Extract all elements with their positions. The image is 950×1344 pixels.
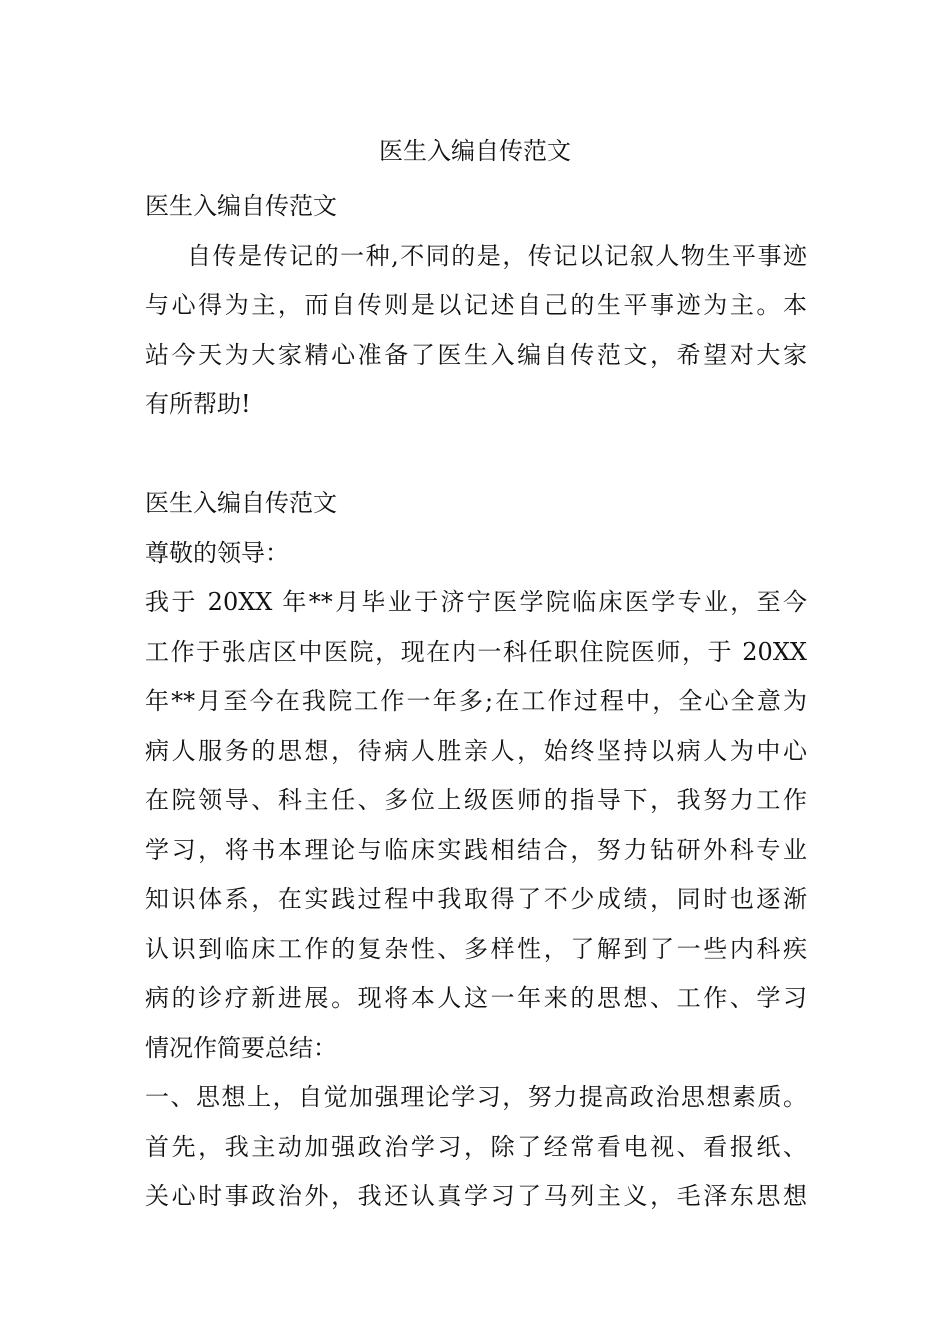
section-heading: 医生入编自传范文 — [145, 489, 337, 517]
paragraph-line: 认识到临床工作的复杂性、多样性，了解到了一些内科疾 — [145, 934, 807, 963]
paragraph-line: 在院领导、科主任、多位上级医师的指导下，我努力工作 — [145, 786, 807, 814]
paragraph-line: 情况作简要总结： — [145, 1033, 337, 1062]
paragraph-line: 有所帮助! — [145, 390, 251, 418]
section-heading: 医生入编自传范文 — [145, 192, 337, 220]
paragraph-line: 知识体系，在实践过程中我取得了不少成绩，同时也逐渐 — [145, 885, 807, 913]
paragraph-line: 工作于张店区中医院，现在内一科任职住院医师，于 20XX — [145, 637, 807, 666]
paragraph-line: 病人服务的思想，待病人胜亲人，始终坚持以病人为中心 — [145, 736, 807, 765]
paragraph-line: 与心得为主，而自传则是以记述自己的生平事迹为主。本 — [145, 291, 807, 319]
blank-line — [145, 430, 807, 480]
document-title: 医生入编自传范文 — [379, 137, 571, 165]
salutation: 尊敬的领导： — [145, 538, 289, 567]
document-body — [145, 182, 807, 1222]
paragraph-line: 关心时事政治外，我还认真学习了马列主义，毛泽东思想 — [145, 1182, 807, 1210]
paragraph-line: 学习，将书本理论与临床实践相结合，努力钻研外科专业 — [145, 835, 807, 864]
paragraph-line: 站今天为大家精心准备了医生入编自传范文，希望对大家 — [145, 340, 807, 369]
paragraph-line: 年**月至今在我院工作一年多;在工作过程中，全心全意为 — [145, 687, 807, 715]
paragraph-line: 自传是传记的一种,不同的是，传记以记叙人物生平事迹 — [187, 241, 807, 270]
section-heading: 一、思想上，自觉加强理论学习，努力提高政治思想素质。 — [145, 1083, 807, 1111]
paragraph-line: 首先，我主动加强政治学习，除了经常看电视、看报纸、 — [145, 1132, 807, 1161]
paragraph-line: 病的诊疗新进展。现将本人这一年来的思想、工作、学习 — [145, 984, 807, 1012]
paragraph-line: 我于 20XX 年**月毕业于济宁医学院临床医学专业，至今 — [145, 588, 807, 616]
